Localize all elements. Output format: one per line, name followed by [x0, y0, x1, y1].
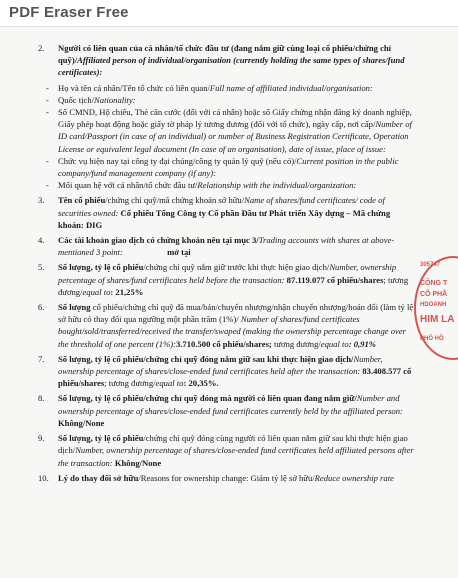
item-value2-en: equal to	[82, 286, 111, 297]
item-value2-en: equal to	[155, 378, 184, 389]
item-value: 83.408.577 cổ phiếu/shares	[58, 366, 412, 389]
section-item-8	[38, 392, 416, 429]
section-item-9	[38, 432, 416, 469]
stamp-text: CỔ PHẦ	[420, 291, 448, 298]
item-number: 7.	[38, 353, 45, 364]
item-value2-label: ; tương đương/	[58, 274, 409, 297]
item-text-en: Trading accounts with shares at above-mentioned 3 point:	[58, 235, 395, 258]
item-value2: : 20,35%.	[183, 378, 219, 389]
item-value: mở tại	[167, 247, 191, 258]
stamp-text: HIM LA	[420, 314, 455, 325]
item-number: 9.	[38, 433, 45, 444]
item-text-en: Name of shares/fund certificates/ code of securities owned:	[58, 195, 385, 218]
item-title-vn: Số lượng, tỷ lệ cổ phiếu	[58, 262, 144, 273]
item-number: 8.	[38, 393, 45, 404]
sub-item-en: Relationship with the individual/organization:	[197, 180, 357, 191]
section-item-7	[38, 353, 416, 390]
item-number: 2.	[38, 43, 45, 53]
sub-item-en: Number of ID card/Passport (in case of an individual) or number of Business Registration Certificate, Operation License or equivalent legal document (In case of an organisation), date of issue, place of issue:	[58, 119, 412, 154]
item-title-vn: Các tài khoản giao dịch có chứng khoán nêu tại mục 3/	[58, 235, 259, 246]
item-text-en: Number, ownership percentage of shares/fund certificates held before the transaction:	[58, 262, 397, 285]
item-title-vn: Số lượng, tỷ lệ cổ phiếu	[58, 393, 144, 404]
item-text-vn: /chứng chỉ quỹ/mã chứng khoán sở hữu/	[105, 195, 245, 206]
sub-item-relationship: - Mối quan hệ với cá nhân/tổ chức đầu tư/Relationship with the individual/organization:	[46, 180, 357, 191]
sub-item-vn: Mối quan hệ với cá nhân/tổ chức đầu tư/	[58, 180, 198, 191]
company-stamp	[414, 256, 458, 360]
stamp-text: HDOANH	[420, 302, 447, 308]
stamp-text: 305747	[420, 262, 441, 268]
section-item-4	[38, 234, 416, 258]
item-title-vn: Lý do thay đổi sở hữu	[58, 472, 139, 483]
item-text-vn: /chứng chỉ quỹ đóng mà người có liên quan đang nắm giữ/	[143, 393, 357, 404]
sub-item-position: - Chức vụ hiện nay tại công ty đại chúng/công ty quản lý quỹ (nếu có)/Current position in the public company/fund management company (if any):	[46, 155, 399, 179]
item-number: 6.	[38, 302, 45, 313]
app-toolbar	[0, 0, 458, 27]
stamp-text: PHỐ HỒ	[420, 336, 444, 342]
document-page	[38, 42, 416, 487]
item-value2-label: tương đương/	[271, 338, 321, 349]
sub-item-vn: Số CMND, Hộ chiếu, Thẻ căn cước (đối với cá nhân) hoặc số Giấy chứng nhận đăng ký doanh nghiệp, Giấy phép hoạt động hoặc giấy tờ pháp lý tương đương (đối với tổ chức), ngày cấp, nơi cấp/	[58, 107, 412, 130]
section-item-2	[38, 42, 416, 79]
section-item-6	[38, 301, 416, 350]
item-title-vn: Số lượng	[58, 302, 91, 313]
section-item-5	[38, 261, 416, 298]
sub-item-en: Full name of affiliated individual/organisation:	[209, 82, 373, 93]
item-title-en: Affiliated person of individual/organisation (currently holding the same types of shares/fund certificates):	[58, 55, 405, 78]
sub-item-id: - Số CMND, Hộ chiếu, Thẻ căn cước (đối với cá nhân) hoặc số Giấy chứng nhận đăng ký doanh nghiệp, Giấy phép hoạt động hoặc giấy tờ pháp lý tương đương (đối với tổ chức), ngày cấp, nơi cấp/Number of ID card/Passport (in case of an individual) or number of Business Registration Certificate, Operation License or equivalent legal document (In case of an organisation), date of issue, place of issue:	[46, 107, 412, 154]
item-title-vn: Số lượng, tỷ lệ cổ phiếu	[58, 433, 144, 444]
item-value2: : 21,25%	[110, 286, 144, 297]
item-text-en: Number of shares/fund certificates bought/sold/transferred/received the transfer/swaped (making the ownership percentage change over the threshold of one percent (1%):	[58, 314, 406, 349]
item-value: Cổ phiếu Tổng Công ty Cổ phần Đầu tư Phát triển Xây dựng – Mã chứng khoán: DIG	[58, 207, 391, 230]
item-text-en: Number, ownership percentage of shares/close-ended fund certificates held affiliated persons after the transaction:	[58, 445, 414, 468]
item-text-vn: cổ phiếu/chứng chỉ quỹ đã mua/bán/chuyển nhượng/nhận chuyển nhượng/hoán đổi (làm tỷ lệ sở hữu có thay đổi qua ngưỡng một phần trăm (1%)/	[58, 302, 414, 325]
sub-item-vn: Chức vụ hiện nay tại công ty đại chúng/công ty quản lý quỹ (nếu có)/	[58, 155, 297, 166]
item-text-vn: /chứng chỉ quỹ nắm giữ trước khi thực hiện giao dịch/	[143, 262, 330, 273]
item-text-en: Number, ownership percentage of shares/close-ended fund certificates held after the transaction:	[58, 353, 383, 377]
item-text-vn: /chứng chỉ quỹ đóng cùng người có liên quan nắm giữ sau khi thực hiện giao dịch/	[58, 433, 408, 456]
item-number: 10.	[38, 472, 49, 483]
item-value: Không/None	[112, 457, 162, 468]
item-value: 87.119.077 cổ phiếu/shares	[284, 274, 384, 285]
item-number: 3.	[38, 195, 45, 206]
item-value2-label: ; tương đương/	[104, 378, 156, 389]
item-title-vn: Tên cổ phiếu	[58, 195, 106, 206]
item-value: Không/None	[58, 417, 105, 428]
item-value2: : 0,91%	[348, 338, 376, 349]
sub-item-en: Current position in the public company/fund management company (if any):	[58, 155, 399, 179]
sub-item-en: Nationality:	[94, 94, 136, 105]
sub-item-vn: Họ và tên cá nhân/Tên tổ chức có liên quan/	[58, 82, 210, 93]
item-number: 5.	[38, 262, 45, 273]
sub-item-vn: Quốc tịch/	[58, 94, 95, 105]
section-item-3	[38, 194, 416, 231]
item-title-vn: Người có liên quan của cá nhân/tổ chức đầu tư (đang nắm giữ cùng loại cổ phiếu/chứng chỉ quỹ)/	[58, 43, 392, 66]
item-text-en: Number and ownership percentage of shares/close-ended fund certificates currently held by the affiliated person:	[58, 393, 403, 416]
item-text-vn: /chứng chỉ quỹ đóng nắm giữ sau khi thực hiện giao dịch/	[143, 353, 354, 364]
item-number: 4.	[38, 235, 45, 246]
item-value: Giảm tỷ lệ sở hữu/	[250, 472, 315, 483]
app-title: PDF Eraser Free	[9, 4, 129, 21]
section-item-10	[38, 472, 416, 484]
item-value: 3.710.500 cổ phiếu/shares;	[175, 338, 272, 349]
item-title-vn: Số lượng, tỷ lệ cổ phiếu	[58, 353, 144, 364]
item-text-vn: /Reasons for ownership change:	[138, 472, 251, 483]
sub-item-name: - Họ và tên cá nhân/Tên tổ chức có liên quan/Full name of affiliated individual/organisation:	[46, 82, 373, 93]
stamp-text: CÔNG T	[420, 280, 448, 287]
sub-item-nationality: - Quốc tịch/Nationality:	[46, 94, 136, 105]
item-value2-en: equal to	[320, 338, 349, 349]
item-value-en: Reduce ownership rate	[314, 472, 394, 483]
